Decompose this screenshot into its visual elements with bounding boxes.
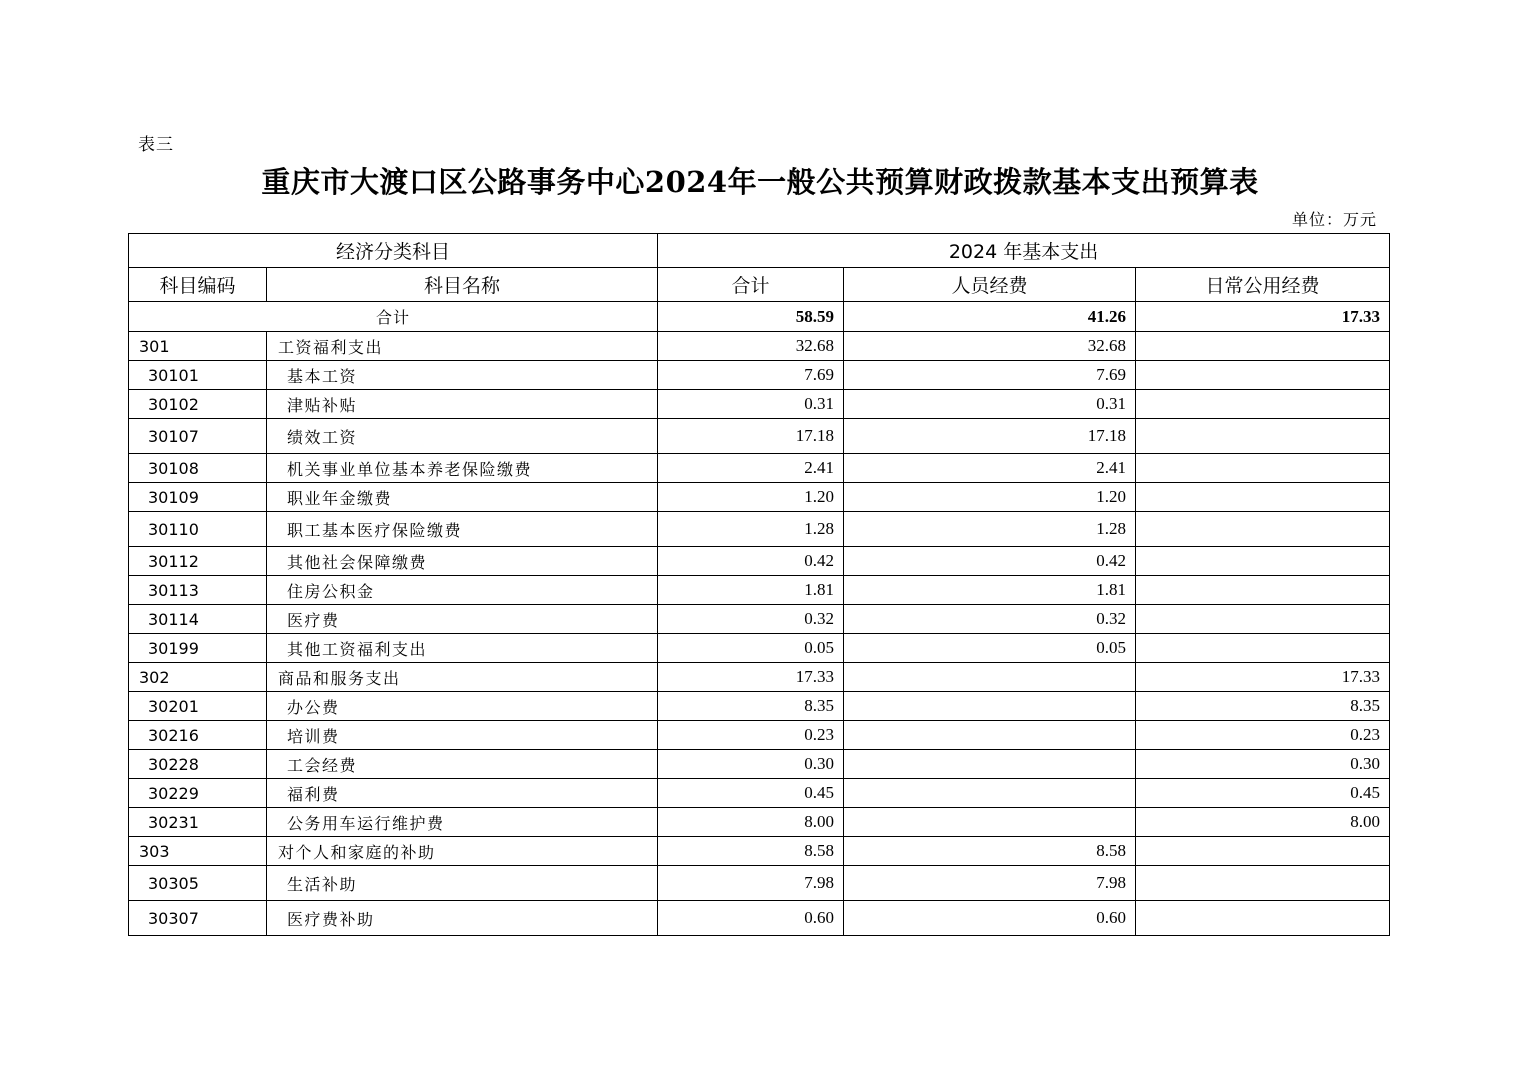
cell-name: 其他社会保障缴费 <box>267 547 658 576</box>
cell-name: 机关事业单位基本养老保险缴费 <box>267 454 658 483</box>
cell-name: 生活补助 <box>267 866 658 901</box>
table-row <box>129 721 1390 750</box>
cell-name: 医疗费补助 <box>267 901 658 936</box>
cell-code: 30102 <box>129 390 267 419</box>
cell-name: 住房公积金 <box>267 576 658 605</box>
cell-name: 其他工资福利支出 <box>267 634 658 663</box>
page-title: 重庆市大渡口区公路事务中心2024年一般公共预算财政拨款基本支出预算表 <box>261 165 1259 199</box>
table-label: 表三 <box>138 135 174 155</box>
cell-personnel <box>844 779 1136 808</box>
cell-code: 30110 <box>129 512 267 547</box>
cell-personnel <box>844 692 1136 721</box>
cell-total: 0.45 <box>658 779 844 808</box>
cell-name: 职业年金缴费 <box>267 483 658 512</box>
cell-code: 30201 <box>129 692 267 721</box>
table-row <box>129 454 1390 483</box>
cell-name: 办公费 <box>267 692 658 721</box>
cell-public <box>1136 419 1390 454</box>
cell-code: 30229 <box>129 779 267 808</box>
cell-total: 17.33 <box>658 663 844 692</box>
cell-personnel: 17.18 <box>844 419 1136 454</box>
cell-code: 30101 <box>129 361 267 390</box>
header-economic-classification: 经济分类科目 <box>129 234 658 268</box>
totals-row <box>129 302 1390 332</box>
cell-code: 30108 <box>129 454 267 483</box>
cell-public <box>1136 390 1390 419</box>
table-row <box>129 837 1390 866</box>
header-basic-expenditure: 2024 年基本支出 <box>658 234 1390 268</box>
cell-total: 1.28 <box>658 512 844 547</box>
header-personnel: 人员经费 <box>844 268 1136 302</box>
cell-total: 1.20 <box>658 483 844 512</box>
cell-personnel <box>844 750 1136 779</box>
cell-total: 0.42 <box>658 547 844 576</box>
cell-code: 30307 <box>129 901 267 936</box>
cell-total: 8.35 <box>658 692 844 721</box>
cell-total: 0.31 <box>658 390 844 419</box>
cell-name: 对个人和家庭的补助 <box>267 837 658 866</box>
cell-personnel: 0.60 <box>844 901 1136 936</box>
header-name: 科目名称 <box>267 268 658 302</box>
cell-name: 公务用车运行维护费 <box>267 808 658 837</box>
totals-label: 合计 <box>129 302 658 332</box>
cell-total: 17.18 <box>658 419 844 454</box>
cell-public: 0.23 <box>1136 721 1390 750</box>
cell-personnel: 1.20 <box>844 483 1136 512</box>
cell-total: 0.60 <box>658 901 844 936</box>
header-code: 科目编码 <box>129 268 267 302</box>
cell-code: 30231 <box>129 808 267 837</box>
cell-public: 0.45 <box>1136 779 1390 808</box>
table-row <box>129 419 1390 454</box>
cell-total: 0.23 <box>658 721 844 750</box>
table-row <box>129 605 1390 634</box>
cell-code: 301 <box>129 332 267 361</box>
table-row <box>129 576 1390 605</box>
table-row <box>129 779 1390 808</box>
cell-personnel: 0.42 <box>844 547 1136 576</box>
cell-personnel: 8.58 <box>844 837 1136 866</box>
cell-total: 1.81 <box>658 576 844 605</box>
cell-name: 工会经费 <box>267 750 658 779</box>
cell-public <box>1136 605 1390 634</box>
table-row <box>129 866 1390 901</box>
cell-code: 30109 <box>129 483 267 512</box>
cell-personnel: 32.68 <box>844 332 1136 361</box>
cell-personnel <box>844 721 1136 750</box>
budget-table <box>128 233 1390 936</box>
cell-personnel <box>844 808 1136 837</box>
cell-total: 7.69 <box>658 361 844 390</box>
cell-total: 0.05 <box>658 634 844 663</box>
cell-total: 7.98 <box>658 866 844 901</box>
table-row <box>129 332 1390 361</box>
table-row <box>129 750 1390 779</box>
table-row <box>129 808 1390 837</box>
cell-personnel: 7.69 <box>844 361 1136 390</box>
cell-code: 30305 <box>129 866 267 901</box>
cell-personnel: 0.32 <box>844 605 1136 634</box>
table-row <box>129 692 1390 721</box>
cell-public: 0.30 <box>1136 750 1390 779</box>
totals-public: 17.33 <box>1136 302 1390 332</box>
cell-public: 17.33 <box>1136 663 1390 692</box>
cell-public <box>1136 901 1390 936</box>
unit-label: 单位：万元 <box>1291 210 1377 229</box>
cell-name: 医疗费 <box>267 605 658 634</box>
cell-public <box>1136 332 1390 361</box>
cell-code: 30112 <box>129 547 267 576</box>
cell-name: 职工基本医疗保险缴费 <box>267 512 658 547</box>
cell-name: 福利费 <box>267 779 658 808</box>
totals-personnel: 41.26 <box>844 302 1136 332</box>
table-row <box>129 901 1390 936</box>
cell-name: 津贴补贴 <box>267 390 658 419</box>
cell-code: 30113 <box>129 576 267 605</box>
cell-public <box>1136 361 1390 390</box>
table-row <box>129 390 1390 419</box>
cell-code: 303 <box>129 837 267 866</box>
cell-public <box>1136 512 1390 547</box>
cell-name: 基本工资 <box>267 361 658 390</box>
cell-public <box>1136 454 1390 483</box>
cell-code: 302 <box>129 663 267 692</box>
cell-personnel: 7.98 <box>844 866 1136 901</box>
cell-public <box>1136 576 1390 605</box>
cell-total: 0.30 <box>658 750 844 779</box>
cell-public <box>1136 634 1390 663</box>
cell-personnel: 0.05 <box>844 634 1136 663</box>
cell-code: 30107 <box>129 419 267 454</box>
cell-total: 8.00 <box>658 808 844 837</box>
cell-personnel <box>844 663 1136 692</box>
cell-personnel: 1.28 <box>844 512 1136 547</box>
table-row <box>129 634 1390 663</box>
cell-total: 0.32 <box>658 605 844 634</box>
cell-code: 30199 <box>129 634 267 663</box>
cell-total: 32.68 <box>658 332 844 361</box>
cell-name: 绩效工资 <box>267 419 658 454</box>
cell-name: 培训费 <box>267 721 658 750</box>
cell-public <box>1136 483 1390 512</box>
table-row <box>129 512 1390 547</box>
cell-public: 8.00 <box>1136 808 1390 837</box>
cell-personnel: 1.81 <box>844 576 1136 605</box>
cell-public <box>1136 547 1390 576</box>
totals-total: 58.59 <box>658 302 844 332</box>
cell-public <box>1136 837 1390 866</box>
header-public: 日常公用经费 <box>1136 268 1390 302</box>
table-row <box>129 483 1390 512</box>
cell-personnel: 0.31 <box>844 390 1136 419</box>
cell-total: 8.58 <box>658 837 844 866</box>
table-row <box>129 361 1390 390</box>
cell-code: 30114 <box>129 605 267 634</box>
cell-code: 30216 <box>129 721 267 750</box>
header-total: 合计 <box>658 268 844 302</box>
cell-public: 8.35 <box>1136 692 1390 721</box>
cell-name: 商品和服务支出 <box>267 663 658 692</box>
table-row <box>129 663 1390 692</box>
cell-total: 2.41 <box>658 454 844 483</box>
cell-personnel: 2.41 <box>844 454 1136 483</box>
cell-name: 工资福利支出 <box>267 332 658 361</box>
table-row <box>129 547 1390 576</box>
cell-public <box>1136 866 1390 901</box>
cell-code: 30228 <box>129 750 267 779</box>
